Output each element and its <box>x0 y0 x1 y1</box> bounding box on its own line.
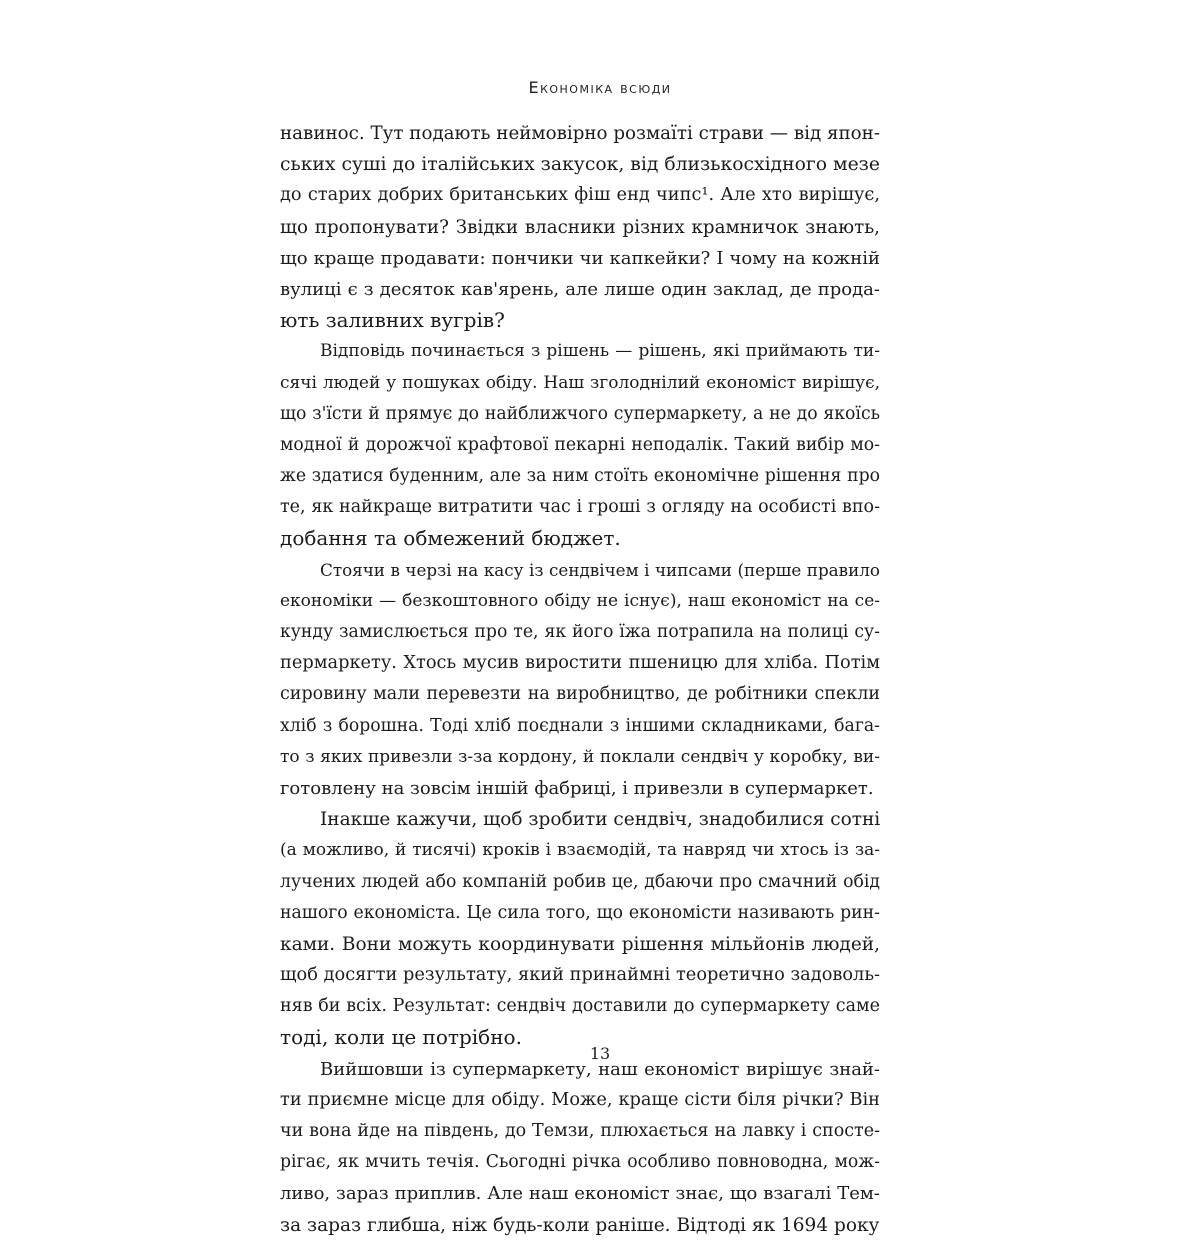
text-line: щоб досягти результату, який принаймні теоретично задоволь- <box>280 965 880 986</box>
text-line: ти приємне місце для обіду. Може, краще сісти біля річки? Він <box>280 1089 880 1110</box>
text-line: Вийшовши із супермаркету, наш економіст вирішує знай- <box>320 1058 880 1080</box>
text-line: (а можливо, й тисячі) кроків і взаємодій, та навряд чи хтось із за- <box>280 840 880 861</box>
text-line: сячі людей у пошуках обіду. Наш зголоднілий економіст вирішує, <box>280 372 880 393</box>
text-line: ками. Вони можуть координувати рішення мільйонів людей, <box>280 933 880 955</box>
text-line: добання та обмежений бюджет. <box>280 526 621 551</box>
text-line: Відповідь починається з рішень — рішень, які приймають ти- <box>320 341 880 362</box>
text-line: лучених людей або компаній робив це, дбаючи про смачний обід <box>280 871 880 892</box>
text-line: нашого економіста. Це сила того, що економісти називають рин- <box>280 902 880 923</box>
text-line: няв би всіх. Результат: сендвіч доставили до супермаркету саме <box>280 996 880 1017</box>
text-line: що краще продавати: пончики чи капкейки? І чому на кожній <box>280 247 880 269</box>
body-text <box>280 118 880 1241</box>
page-number: 13 <box>589 1044 611 1063</box>
text-line: хліб з борошна. Тоді хліб поєднали з іншими складниками, бага- <box>280 715 880 736</box>
text-line: чи вона йде на південь, до Темзи, плюхається на лавку і спосте- <box>280 1121 880 1141</box>
running-head: Економіка всюди <box>528 78 672 97</box>
text-line: що пропонувати? Звідки власники різних крамничок знають, <box>280 216 880 238</box>
text-line: ських суші до італійських закусок, від близькосхідного мезе <box>280 154 880 176</box>
text-line: до старих добрих британських фіш енд чипс¹. Але хто вирішує, <box>280 185 880 206</box>
text-line: економіки — безкоштовного обіду не існує), наш економіст на се- <box>280 590 880 611</box>
text-line: рігає, як мчить течія. Сьогодні річка особливо повноводна, мож- <box>280 1152 880 1173</box>
text-line: за зараз глибша, ніж будь-коли раніше. Відтоді як 1694 року <box>280 1214 880 1236</box>
text-line: же здатися буденним, але за ним стоїть економічне рішення про <box>280 466 880 487</box>
text-line: ють заливних вугрів? <box>280 308 505 333</box>
text-line: пермаркету. Хтось мусив виростити пшеницю для хліба. Потім <box>280 653 880 674</box>
text-line: Інакше кажучи, щоб зробити сендвіч, знадобилися сотні <box>320 809 881 831</box>
text-line: навинос. Тут подають неймовірно розмаїті страви — від япон- <box>280 123 880 144</box>
text-line: те, як найкраще витратити час і гроші з огляду на особисті впо- <box>280 497 880 518</box>
text-line: то з яких привезли з-за кордону, й поклали сендвіч у коробку, ви- <box>280 746 880 767</box>
text-line: кунду замислюється про те, як його їжа потрапила на полиці су- <box>280 622 880 642</box>
text-line: ливо, зараз приплив. Але наш економіст знає, що взагалі Тем- <box>280 1183 880 1205</box>
text-line: що з'їсти й прямує до найближчого супермаркету, а не до якоїсь <box>280 403 880 424</box>
text-line: модної й дорожчої крафтової пекарні неподалік. Такий вибір мо- <box>280 434 880 455</box>
text-line: Стоячи в черзі на касу із сендвічем і чипсами (перше правило <box>320 559 880 580</box>
text-line: сировину мали перевезти на виробництво, де робітники спекли <box>280 684 880 705</box>
text-line: вулиці є з десяток кав'ярень, але лише один заклад, де прода- <box>280 278 880 300</box>
text-line: готовлену на зовсім іншій фабриці, і привезли в супермаркет. <box>280 777 874 799</box>
text-line: тоді, коли це потрібно. <box>280 1025 522 1050</box>
